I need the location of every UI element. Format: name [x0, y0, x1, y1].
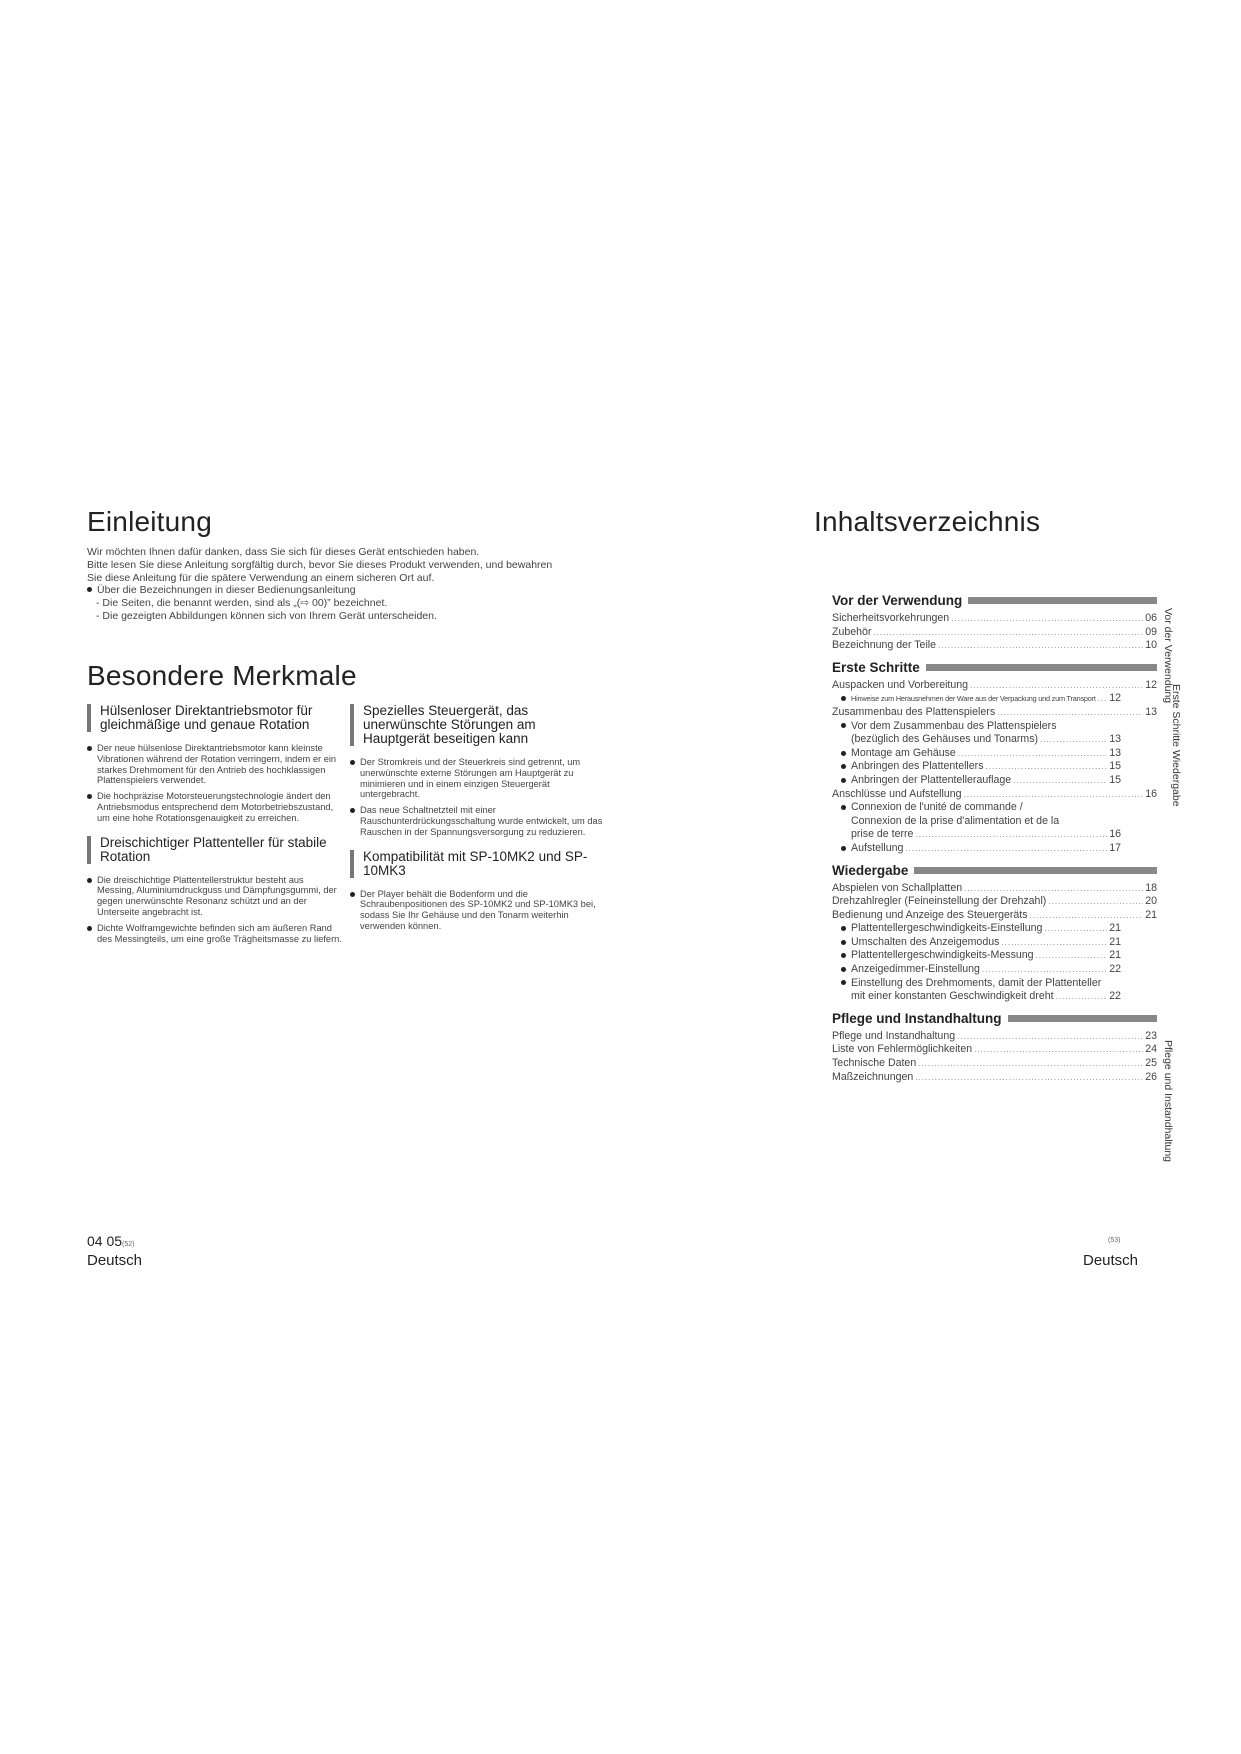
toc-entry-label: Plattentellergeschwindigkeits-Messung: [851, 949, 1034, 962]
toc-entry[interactable]: [832, 612, 1157, 626]
side-tab-vor-der-verwendung: Vor der Verwendung: [1162, 608, 1174, 704]
dot-leader: [1036, 949, 1108, 963]
left-page-number: [87, 1233, 135, 1251]
intro-line: Sie diese Anleitung für die spätere Verwendung an einem sicheren Ort auf.: [87, 571, 435, 584]
toc-section-heading: [832, 1010, 1157, 1027]
toc-entry-page: 20: [1145, 895, 1157, 908]
toc-entry[interactable]: [832, 842, 1121, 856]
toc-entry[interactable]: [832, 963, 1121, 977]
toc-entry-page: 25: [1145, 1057, 1157, 1070]
feature-heading: Dreischichtiger Plattenteller für stabile Rotation: [87, 836, 342, 864]
toc-entry[interactable]: [832, 733, 1121, 747]
toc-entry-page: 24: [1145, 1043, 1157, 1056]
toc-entry[interactable]: [832, 922, 1121, 936]
toc-section-heading: [832, 592, 1157, 609]
toc-entry[interactable]: [832, 1043, 1157, 1057]
side-tab-pflege-und-instandhaltung: Pflege und Instandhaltung: [1162, 1040, 1174, 1163]
bullet-icon: [841, 926, 846, 931]
toc-section-heading: [832, 659, 1157, 676]
toc-entry[interactable]: [832, 895, 1157, 909]
toc-entry-label: Connexion de la prise d'alimentation et de la: [851, 814, 1060, 827]
dot-leader: [951, 612, 1143, 626]
toc-entry-page: 09: [1145, 625, 1157, 638]
toc-entry-page: 23: [1145, 1029, 1157, 1042]
feature-heading: Kompatibilität mit SP-10MK2 und SP-10MK3: [350, 850, 605, 878]
feature-item-text: Die dreischichtige Plattentellerstruktur besteht aus Messing, Aluminiumdruckguss und Dämpfungsgummi, der gegen unerwünschte Resonanz schützt und an der Unterseite angebracht ist.: [97, 874, 337, 917]
feature-item: [87, 875, 342, 918]
bullet-icon: [350, 892, 355, 897]
section-rule: [1008, 1015, 1158, 1022]
dot-leader: [986, 760, 1108, 774]
page-number-small: (52): [122, 1241, 135, 1248]
toc-entry-page: 15: [1109, 773, 1121, 786]
intro-title: Einleitung: [87, 506, 212, 537]
toc-entry-label: Hinweise zum Herausnehmen der Ware aus der Verpackung und zum Transport: [851, 694, 1096, 704]
toc-entry[interactable]: [832, 1030, 1157, 1044]
bullet-icon: [841, 940, 846, 945]
feature-item: [350, 757, 605, 800]
toc-section-heading: [832, 862, 1157, 879]
page-number: 04 05: [87, 1233, 123, 1249]
toc-entry[interactable]: [832, 747, 1121, 761]
dot-leader: [997, 706, 1143, 720]
toc-entry-label: Drehzahlregler (Feineinstellung der Drehzahl): [832, 895, 1047, 908]
toc-entry-page: 13: [1109, 733, 1121, 746]
toc-entry-label: Einstellung des Drehmoments, damit der Plattenteller: [851, 976, 1102, 989]
dot-leader: [1001, 936, 1107, 950]
dot-leader: [915, 828, 1107, 842]
intro-bullet: [87, 584, 607, 597]
toc-entry-label: Umschalten des Anzeigemodus: [851, 935, 1000, 948]
dot-leader: [905, 842, 1107, 856]
toc-entry[interactable]: [832, 706, 1157, 720]
toc-entry-page: 17: [1109, 841, 1121, 854]
dot-leader: [974, 1043, 1143, 1057]
bullet-icon: [841, 805, 846, 810]
toc-entry[interactable]: [832, 788, 1157, 802]
language-label: Deutsch: [87, 1252, 143, 1269]
feature-item: [350, 889, 605, 932]
bullet-icon: [841, 980, 846, 985]
toc-section-title: Pflege und Instandhaltung: [832, 1010, 1002, 1026]
intro-line: Bitte lesen Sie diese Anleitung sorgfältig durch, bevor Sie dieses Produkt verwenden, und bewahren: [87, 558, 553, 571]
dot-leader: [938, 639, 1143, 653]
toc-entry[interactable]: [832, 977, 1121, 991]
toc-entry[interactable]: [832, 882, 1157, 896]
bullet-icon: [87, 794, 92, 799]
toc-entry[interactable]: [832, 639, 1157, 653]
intro-sub: - Die Seiten, die benannt werden, sind als „(⇨ 00)” bezeichnet.: [96, 597, 388, 610]
toc-section: [832, 592, 1157, 653]
feature-heading: Hülsenloser Direktantriebsmotor für gleichmäßige und genaue Rotation: [87, 704, 342, 732]
features-column-2: [350, 704, 605, 944]
toc-entry-label: Anbringen der Plattentellerauflage: [851, 773, 1012, 786]
bullet-icon: [841, 751, 846, 756]
toc-entry[interactable]: [832, 679, 1157, 693]
toc-entry-label: Technische Daten: [832, 1057, 917, 1070]
feature-heading: Spezielles Steuergerät, das unerwünschte Störungen am Hauptgerät beseitigen kann: [350, 704, 605, 746]
toc-entry-label: Maßzeichnungen: [832, 1070, 914, 1083]
dot-leader: [957, 1030, 1143, 1044]
toc-entry-page: 21: [1109, 935, 1121, 948]
toc-entry-page: 22: [1109, 963, 1121, 976]
section-rule: [926, 664, 1157, 671]
toc-entry-label: Sicherheitsvorkehrungen: [832, 612, 950, 624]
toc-entry-page: 16: [1145, 787, 1157, 800]
dot-leader: [982, 963, 1107, 977]
toc-entry-label: Connexion de l'unité de commande /: [851, 801, 1023, 814]
feature-item: [87, 743, 342, 786]
toc-entry-label: prise de terre: [851, 828, 914, 841]
feature-item: [87, 791, 342, 823]
dot-leader: [1098, 692, 1108, 706]
page-number-small: (53): [1108, 1237, 1121, 1244]
section-rule: [914, 867, 1157, 874]
toc-entry-page: 16: [1109, 828, 1121, 841]
feature-item-text: Der Player behält die Bodenform und die Schraubenpositionen des SP-10MK2 und SP-10MK3 bei, sodass Sie Ihr Gehäuse und den Tonarm weiterhin verwenden können.: [360, 888, 596, 931]
toc-section-title: Erste Schritte: [832, 659, 920, 675]
feature-list: [87, 743, 342, 824]
bullet-icon: [87, 926, 92, 931]
bullet-icon: [350, 808, 355, 813]
toc-entry-label: Montage am Gehäuse: [851, 746, 956, 759]
feature-list: [350, 889, 605, 932]
toc-entry-page: 21: [1109, 922, 1121, 935]
toc-entry-label: Bedienung und Anzeige des Steuergeräts: [832, 908, 1028, 921]
toc-entry[interactable]: [832, 815, 1121, 829]
toc-section: [832, 1010, 1157, 1084]
features-column-1: [87, 704, 342, 956]
dot-leader: [918, 1057, 1143, 1071]
toc-entry[interactable]: [832, 909, 1157, 923]
toc-entry-page: 21: [1109, 949, 1121, 962]
dot-leader: [1056, 990, 1108, 1004]
toc-entry-label: Liste von Fehlermöglichkeiten: [832, 1043, 973, 1056]
bullet-icon: [841, 953, 846, 958]
dot-leader: [915, 1071, 1143, 1085]
dot-leader: [970, 679, 1143, 693]
toc-entry[interactable]: [832, 720, 1121, 734]
toc-entry-label: mit einer konstanten Geschwindigkeit dreht: [851, 990, 1054, 1003]
toc-entry-label: Plattentellergeschwindigkeits-Einstellung: [851, 922, 1043, 935]
toc-entry[interactable]: [832, 760, 1121, 774]
toc-entry[interactable]: [832, 1071, 1157, 1085]
dot-leader: [1044, 922, 1107, 936]
toc-entry-page: 15: [1109, 760, 1121, 773]
toc-entry-page: 06: [1145, 612, 1157, 624]
toc-section-title: Wiedergabe: [832, 862, 909, 878]
toc-entry[interactable]: [832, 1057, 1157, 1071]
bullet-icon: [350, 760, 355, 765]
toc-entry-page: 12: [1109, 692, 1121, 705]
feature-item: [350, 805, 605, 837]
toc-section: [832, 862, 1157, 1004]
toc-section: [832, 659, 1157, 856]
table-of-contents: [832, 592, 1157, 1090]
toc-entry-label: Zubehör: [832, 625, 872, 638]
toc-entry[interactable]: [832, 801, 1121, 815]
side-tab-erste-schritte-wiedergabe: Erste Schritte Wiedergabe: [1170, 684, 1182, 807]
feature-item-text: Das neue Schaltnetzteil mit einer Rauschunterdrückungsschaltung wurde entwickelt, um das Rauschen in der Spannungsversorgung zu reduzieren.: [360, 805, 603, 837]
toc-entry-label: Zusammenbau des Plattenspielers: [832, 705, 996, 718]
section-rule: [968, 597, 1157, 604]
toc-entry-page: 21: [1145, 908, 1157, 921]
toc-entry[interactable]: [832, 828, 1121, 842]
toc-entry-label: Anzeigedimmer-Einstellung: [851, 963, 980, 976]
feature-item-text: Dichte Wolframgewichte befinden sich am äußeren Rand des Messingteils, um eine große Trägheitsmasse zu liefern.: [97, 922, 342, 944]
dot-leader: [964, 788, 1144, 802]
intro-line: Wir möchten Ihnen dafür danken, dass Sie sich für dieses Gerät entschieden haben.: [87, 546, 480, 558]
toc-entry-page: 12: [1145, 678, 1157, 691]
features-title: Besondere Merkmale: [87, 660, 357, 691]
language-label: Deutsch: [1083, 1252, 1139, 1269]
toc-entry-page: 10: [1145, 639, 1157, 652]
toc-entry-label: Aufstellung: [851, 841, 904, 854]
toc-section-title: Vor der Verwendung: [832, 593, 963, 608]
toc-entry-page: 13: [1109, 746, 1121, 759]
toc-entry[interactable]: [832, 990, 1121, 1004]
bullet-icon: [841, 967, 846, 972]
dot-leader: [1030, 909, 1144, 923]
toc-entry-page: 13: [1145, 705, 1157, 718]
intro-text: [87, 546, 607, 623]
toc-entry-label: Anbringen des Plattentellers: [851, 760, 984, 773]
toc-entry-label: Abspielen von Schallplatten: [832, 881, 963, 894]
bullet-icon: [87, 746, 92, 751]
bullet-icon: [87, 878, 92, 883]
bullet-icon: [841, 764, 846, 769]
toc-entry-page: 18: [1145, 881, 1157, 894]
toc-entry[interactable]: [832, 626, 1157, 640]
feature-item: [87, 923, 342, 945]
toc-entry[interactable]: [832, 692, 1121, 706]
dot-leader: [964, 882, 1143, 896]
feature-item-text: Der neue hülsenlose Direktantriebsmotor kann kleinste Vibrationen während der Rotation verringern, indem er ein starkes Drehmoment für den Antrieb des hochklassigen Plattenspielers verwendet.: [97, 743, 337, 786]
toc-entry-page: 22: [1109, 990, 1121, 1003]
toc-entry-label: Anschlüsse und Aufstellung: [832, 787, 962, 800]
bullet-icon: [841, 846, 846, 851]
dot-leader: [873, 626, 1143, 640]
toc-entry-label: Vor dem Zusammenbau des Plattenspielers: [851, 719, 1057, 732]
bullet-icon: [87, 587, 92, 592]
feature-item-text: Die hochpräzise Motorsteuerungstechnologie ändert den Antriebsmodus entsprechend dem Motorbetriebszustand, um eine hohe Rotationsgenauigkeit zu erreichen.: [97, 791, 334, 823]
dot-leader: [1048, 895, 1143, 909]
feature-item-text: Der Stromkreis und der Steuerkreis sind getrennt, um unerwünschte externe Störungen am Hauptgerät zu minimieren und in einem einzigen Steuergerät untergebracht.: [360, 757, 581, 800]
toc-entry[interactable]: [832, 936, 1121, 950]
intro-bullet-text: Über die Bezeichnungen in dieser Bedienungsanleitung: [97, 584, 356, 597]
intro-sub: - Die gezeigten Abbildungen können sich von Ihrem Gerät unterscheiden.: [96, 609, 437, 622]
toc-entry-label: Auspacken und Vorbereitung: [832, 678, 969, 691]
bullet-icon: [841, 778, 846, 783]
bullet-icon: [841, 696, 846, 701]
toc-entry-label: Pflege und Instandhaltung: [832, 1029, 956, 1042]
toc-entry-page: 26: [1145, 1070, 1157, 1083]
dot-leader: [1013, 774, 1107, 788]
feature-list: [87, 875, 342, 945]
feature-list: [350, 757, 605, 838]
toc-entry-label: Bezeichnung der Teile: [832, 639, 937, 652]
toc-title: Inhaltsverzeichnis: [814, 506, 1041, 537]
dot-leader: [1040, 733, 1107, 747]
dot-leader: [958, 747, 1107, 761]
toc-entry[interactable]: [832, 949, 1121, 963]
toc-entry[interactable]: [832, 774, 1121, 788]
toc-entry-label: (bezüglich des Gehäuses und Tonarms): [851, 733, 1039, 746]
bullet-icon: [841, 723, 846, 728]
